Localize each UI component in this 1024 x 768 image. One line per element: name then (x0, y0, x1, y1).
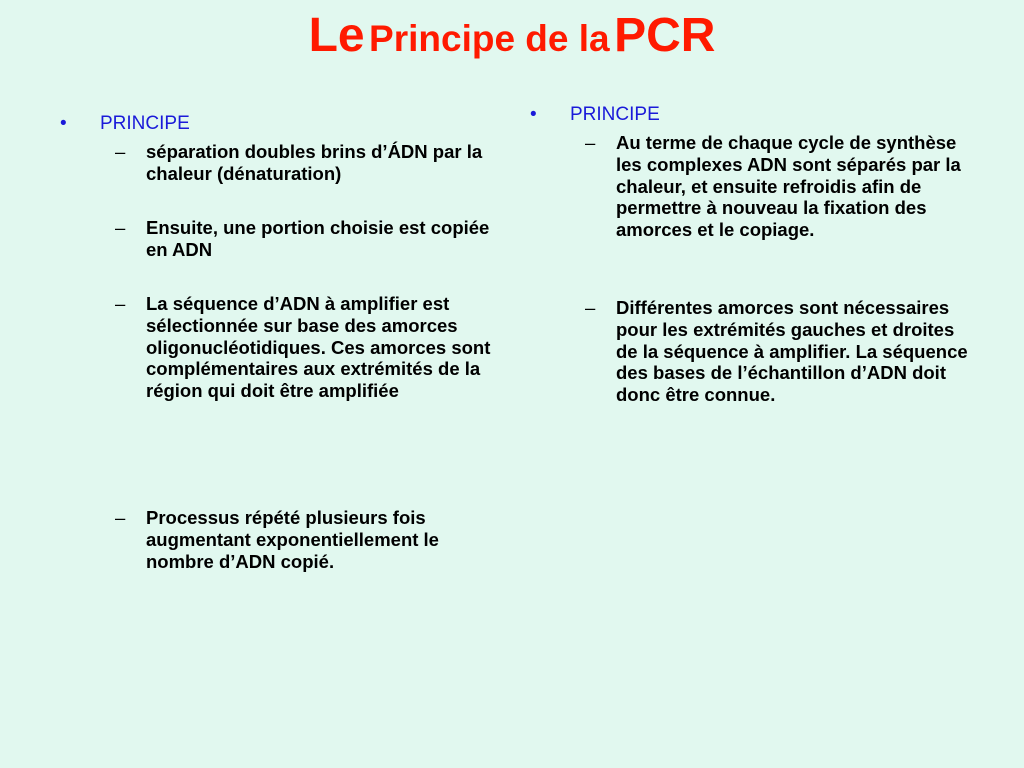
left-bullet-label: PRINCIPE (100, 113, 190, 134)
bullet-marker: • (530, 104, 537, 125)
bullet-marker: • (60, 113, 67, 134)
left-item-2-text: Ensuite, une portion choisie est copiée en ADN (146, 217, 490, 260)
right-bullet-principe (530, 104, 660, 126)
right-bullet-label: PRINCIPE (570, 104, 660, 125)
right-item-1 (585, 132, 970, 241)
left-item-3 (115, 293, 496, 402)
left-bullet-principe (60, 113, 190, 135)
left-item-4-text: Processus répété plusieurs fois augmentant exponentiellement le nombre d’ADN copié. (146, 507, 439, 572)
left-item-1 (115, 141, 510, 185)
dash-marker: – (115, 141, 126, 162)
title-part-le: Le (308, 9, 365, 62)
dash-marker: – (585, 132, 596, 153)
title-part-pcr: PCR (614, 9, 716, 62)
right-item-2 (585, 297, 970, 406)
dash-marker: – (115, 293, 126, 314)
right-item-2-text: Différentes amorces sont nécessaires pour les extrémités gauches et droites de la séquence à amplifier. La séquence des bases de l’échantillon d’ADN doit donc être connue. (616, 297, 968, 406)
dash-marker: – (585, 297, 596, 318)
left-item-4 (115, 507, 510, 572)
left-item-2 (115, 217, 510, 261)
left-item-3-text: La séquence d’ADN à amplifier est sélectionnée sur base des amorces oligonucléotidiques. Ces amorces sont complémentaires aux extrémités de la région qui doit être amplifiée (146, 293, 491, 402)
left-item-1-text: séparation doubles brins d’ÁDN par la chaleur (dénaturation) (146, 141, 483, 184)
dash-marker: – (115, 217, 126, 238)
right-item-1-text: Au terme de chaque cycle de synthèse les complexes ADN sont séparés par la chaleur, et ensuite refroidis afin de permettre à nouveau la fixation des amorces et le copiage. (616, 132, 961, 241)
title-part-principe: Principe de la (369, 18, 610, 59)
dash-marker: – (115, 507, 126, 528)
slide-title (0, 10, 1024, 63)
